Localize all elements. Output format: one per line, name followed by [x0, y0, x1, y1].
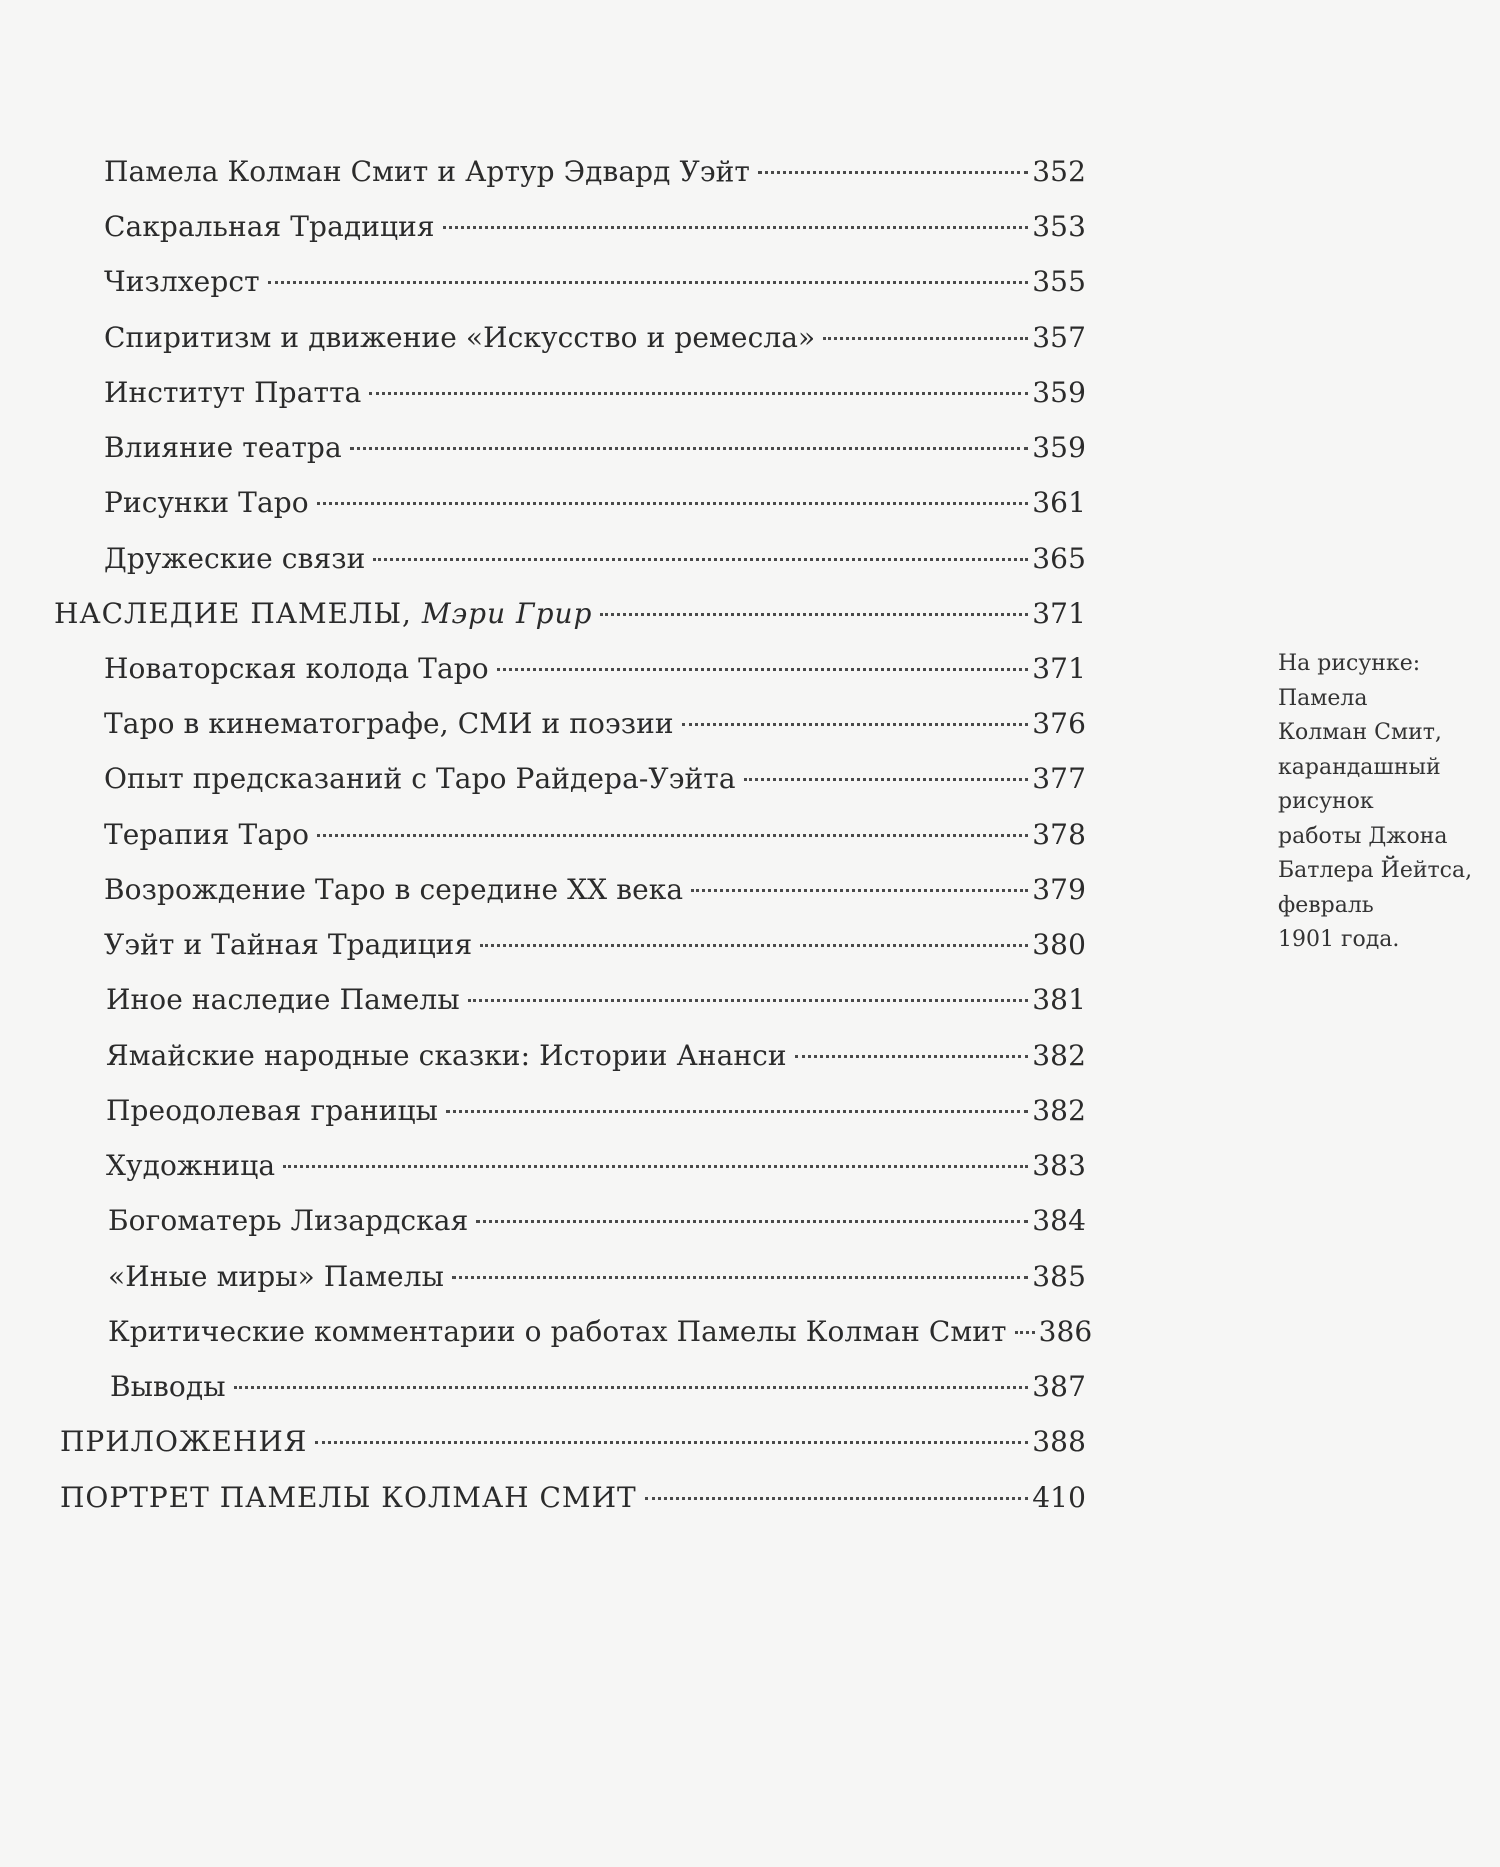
toc-entry-page: 355 [1032, 265, 1086, 298]
toc-entry-title: Чизлхерст [104, 265, 260, 298]
dot-leader [476, 1220, 1028, 1223]
caption-line: карандашный [1278, 754, 1441, 780]
toc-entry [104, 649, 1086, 689]
toc-section-title [54, 594, 592, 634]
toc-entry-page: 380 [1032, 928, 1086, 961]
toc-entry [104, 262, 1086, 302]
toc-entry-title: Таро в кинематографе, СМИ и поэзии [104, 707, 674, 740]
dot-leader [234, 1386, 1029, 1389]
toc-entry [104, 539, 1086, 579]
toc-entry-title: Богоматерь Лизардская [108, 1204, 469, 1237]
toc-section [54, 594, 1086, 634]
dot-leader [446, 1110, 1028, 1113]
toc-entry [110, 1367, 1086, 1407]
toc-entry-page: 384 [1032, 1204, 1086, 1237]
toc-entry-page: 361 [1032, 486, 1086, 519]
toc-entry-title: Рисунки Таро [104, 486, 309, 519]
toc-entry [106, 1036, 1086, 1076]
toc-entry-page: 410 [1032, 1481, 1086, 1514]
dot-leader [795, 1055, 1029, 1058]
toc-entry-title: Критические комментарии о работах Памелы Колман Смит [108, 1315, 1007, 1348]
toc-entry-page: 371 [1032, 652, 1086, 685]
toc-entry-title: Ямайские народные сказки: Истории Ананси [106, 1039, 787, 1072]
toc-section [60, 1478, 1086, 1518]
dot-leader [283, 1165, 1028, 1168]
dot-leader [268, 281, 1029, 284]
toc-entry-title: Дружеские связи [104, 542, 366, 575]
toc-entry [104, 207, 1086, 247]
caption-line: рисунок [1278, 789, 1374, 814]
toc-entry-title: Спиритизм и движение «Искусство и ремесла» [104, 321, 816, 354]
toc-entry [104, 870, 1086, 910]
toc-entry [108, 1257, 1086, 1297]
toc-entry-page: 381 [1032, 983, 1086, 1016]
toc-section [60, 1422, 1086, 1462]
caption-line: Батлера Йейтса, [1278, 858, 1473, 883]
dot-leader [691, 889, 1028, 892]
dot-leader [645, 1497, 1029, 1500]
dot-leader [452, 1276, 1028, 1279]
toc-entry-title: Памела Колман Смит и Артур Эдвард Уэйт [104, 155, 750, 188]
dot-leader [823, 337, 1028, 340]
toc-entry [104, 428, 1086, 468]
toc-entry-page: 353 [1032, 210, 1086, 243]
toc-section-name: НАСЛЕДИЕ ПАМЕЛЫ, [54, 597, 412, 630]
dot-leader [600, 613, 1028, 616]
toc-entry-page: 388 [1032, 1425, 1086, 1458]
toc-entry [106, 1146, 1086, 1186]
toc-entry-page: 379 [1032, 873, 1086, 906]
dot-leader [317, 502, 1029, 505]
dot-leader [443, 226, 1029, 229]
illustration-caption [1278, 647, 1478, 958]
toc-entry-page: 371 [1032, 597, 1086, 630]
dot-leader [682, 723, 1029, 726]
dot-leader [350, 447, 1029, 450]
caption-line: 1901 года. [1278, 927, 1400, 952]
toc-entry-page: 357 [1032, 321, 1086, 354]
toc-section-title: ПРИЛОЖЕНИЯ [60, 1425, 308, 1458]
toc-entry-page: 387 [1032, 1370, 1086, 1403]
toc-entry-page: 359 [1032, 376, 1086, 409]
toc-entry-title: Опыт предсказаний с Таро Райдера-Уэйта [104, 762, 736, 795]
toc-entry [106, 980, 1086, 1020]
toc-entry-title: Возрождение Таро в середине XX века [104, 873, 684, 906]
dot-leader [1015, 1331, 1035, 1334]
toc-entry-title: Сакральная Традиция [104, 210, 435, 243]
toc-entry [108, 1312, 1093, 1352]
toc-entry [104, 704, 1086, 744]
toc-section-title: ПОРТРЕТ ПАМЕЛЫ КОЛМАН СМИТ [60, 1481, 637, 1514]
dot-leader [468, 999, 1029, 1002]
toc-entry-page: 385 [1032, 1260, 1086, 1293]
toc-entry-title: Новаторская колода Таро [104, 652, 489, 685]
toc-entry [104, 759, 1086, 799]
toc-entry [104, 815, 1086, 855]
dot-leader [480, 944, 1028, 947]
toc-entry-title: Преодолевая границы [106, 1094, 439, 1127]
toc-entry-page: 365 [1032, 542, 1086, 575]
toc-entry-title: «Иные миры» Памелы [108, 1260, 444, 1293]
toc-entry-page: 352 [1032, 155, 1086, 188]
dot-leader [317, 834, 1028, 837]
toc-entry-title: Выводы [110, 1370, 226, 1403]
toc-entry-page: 383 [1032, 1149, 1086, 1182]
toc-entry [104, 483, 1086, 523]
dot-leader [744, 778, 1029, 781]
caption-line: работы Джона [1278, 823, 1448, 849]
toc-entry-title: Влияние театра [104, 431, 342, 464]
caption-line: Колман Смит, [1278, 720, 1442, 745]
toc-entry-page: 386 [1038, 1315, 1093, 1348]
toc-entry-title: Художница [106, 1149, 276, 1182]
dot-leader [758, 171, 1028, 174]
toc-entry-title: Иное наследие Памелы [106, 983, 460, 1016]
toc-entry-page: 382 [1032, 1094, 1086, 1127]
dot-leader [315, 1441, 1028, 1444]
caption-line: На рисунке: [1278, 651, 1421, 676]
dot-leader [497, 668, 1029, 671]
toc-section-author: Мэри Грир [421, 597, 593, 630]
toc-entry [104, 925, 1086, 965]
toc-entry-page: 378 [1032, 818, 1086, 851]
caption-line: Памела [1278, 685, 1368, 711]
toc-entry-page: 376 [1032, 707, 1086, 740]
toc-entry-page: 359 [1032, 431, 1086, 464]
toc-entry-page: 377 [1032, 762, 1086, 795]
toc-entry [104, 318, 1086, 358]
toc-entry [104, 152, 1086, 192]
toc-entry-title: Институт Пратта [104, 376, 362, 409]
toc-entry-title: Терапия Таро [104, 818, 310, 851]
toc-entry [108, 1201, 1086, 1241]
dot-leader [369, 392, 1028, 395]
caption-line: февраль [1278, 892, 1374, 918]
toc-entry [106, 1091, 1086, 1131]
toc-entry [104, 373, 1086, 413]
toc-entry-title: Уэйт и Тайная Традиция [104, 928, 473, 961]
toc-entry-page: 382 [1032, 1039, 1086, 1072]
dot-leader [373, 558, 1028, 561]
